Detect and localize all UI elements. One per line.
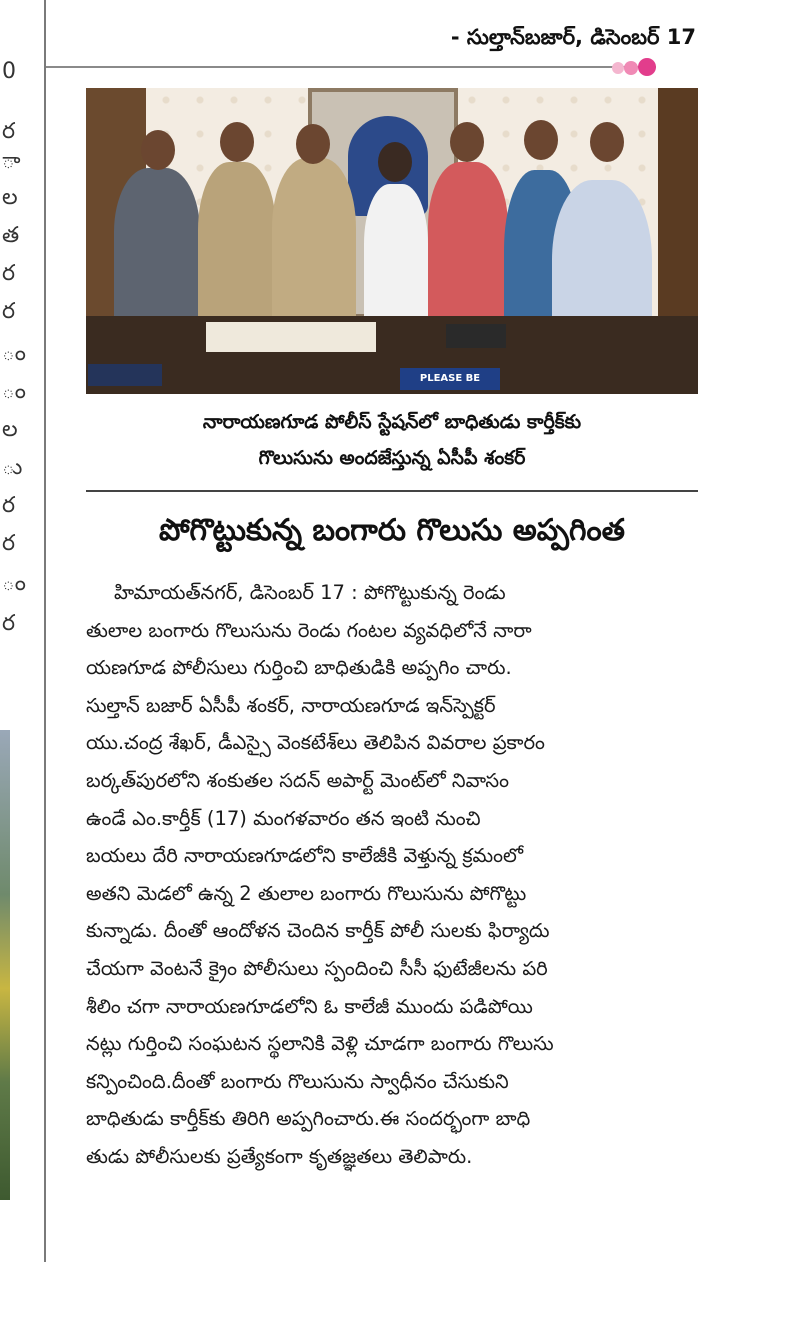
adjacent-glyph: ర	[2, 493, 16, 518]
column-divider	[44, 0, 46, 1262]
previous-article-dateline: - సుల్తాన్‌బజార్, డిసెంబర్ 17	[450, 25, 696, 49]
body-line: శీలిం చగా నారాయణగూడలోని ఓ కాలేజీ ముందు పడిపోయి	[86, 994, 533, 1018]
adjacent-glyph: ం	[2, 379, 26, 404]
adjacent-glyph: ర	[2, 299, 16, 324]
body-line: సుల్తాన్ బజార్ ఏసీపీ శంకర్, నారాయణగూడ ఇన్‌స్పెక్టర్	[86, 693, 496, 717]
office-desk	[86, 316, 698, 394]
adjacent-glyph: ా	[2, 149, 21, 174]
adjacent-glyph: ర	[2, 119, 16, 144]
caption-line: గొలుసును అందజేస్తున్న ఏసీపీ శంకర్	[258, 447, 526, 469]
adjacent-glyph: ర	[2, 531, 16, 556]
adjacent-glyph: 0	[2, 59, 16, 84]
adjacent-glyph: ల	[2, 185, 18, 210]
news-photo	[86, 88, 698, 406]
body-line: యణగూడ పోలీసులు గుర్తించి బాధితుడికి అప్పగిం చారు.	[86, 656, 512, 680]
body-line: కున్నాడు. దీంతో ఆందోళన చెందిన కార్తీక్ పోలీ సులకు ఫిర్యాదు	[86, 919, 550, 943]
adjacent-glyph: ం	[2, 571, 26, 596]
section-divider	[46, 66, 656, 68]
body-line: తుడు పోలీసులకు ప్రత్యేకంగా కృతజ్ఞతలు తెలిపారు.	[86, 1144, 473, 1168]
adjacent-glyph: ు	[2, 455, 23, 480]
article-headline: పోగొట్టుకున్న బంగారు గొలుసు అప్పగింత	[158, 513, 626, 548]
body-line: బర్కత్‌పురలోని శంకుతల సదన్ అపార్ట్ మెంట్‌లో నివాసం	[86, 768, 509, 792]
previous-article-fragment	[110, 0, 690, 14]
adjacent-glyph: ర	[2, 261, 16, 286]
headline-divider	[86, 490, 698, 492]
adjacent-glyph: ర	[2, 611, 16, 636]
body-line: యు.చంద్ర శేఖర్, డీఎస్సై వెంకటేశ్‌లు తెలిపిన వివరాల ప్రకారం	[86, 731, 545, 755]
adjacent-column-fragment	[0, 0, 46, 1260]
desk-nameplate	[88, 364, 162, 386]
adjacent-glyph: ం	[2, 341, 26, 366]
body-line: ఉండే ఎం.కార్తీక్ (17) మంగళవారం తన ఇంటి నుంచి	[86, 806, 481, 830]
adjacent-glyph: త	[2, 223, 20, 248]
adjacent-photo-fragment	[0, 730, 10, 1200]
divider-dots-ornament	[612, 58, 660, 76]
body-line: అతని మెడలో ఉన్న 2 తులాల బంగారు గొలుసును పోగొట్టు	[86, 881, 527, 905]
article-body	[86, 574, 698, 1176]
adjacent-glyph: ల	[2, 417, 18, 442]
photo-caption	[86, 404, 698, 476]
body-line: బాధితుడు కార్తీక్‌కు తిరిగి అప్పగించారు.ఈ సందర్భంగా బాధి	[86, 1107, 531, 1131]
please-be-seated-sign: PLEASE BE SEATED	[400, 368, 500, 390]
body-line: తులాల బంగారు గొలుసును రెండు గంటల వ్యవధిలోనే నారా	[86, 618, 532, 642]
body-line: హిమాయత్‌నగర్, డిసెంబర్ 17 : పోగొట్టుకున్న రెండు	[114, 581, 506, 604]
body-line: కన్పించింది.దీంతో బంగారు గొలుసును స్వాధీనం చేసుకుని	[86, 1069, 509, 1093]
body-line: చేయగా వెంటనే క్రైం పోలీసులు స్పందించి సీసీ ఫుటేజీలను పరి	[86, 956, 548, 980]
body-line: బయలు దేరి నారాయణగూడలోని కాలేజీకి వెళ్తున్న క్రమంలో	[86, 844, 524, 868]
body-line: నట్లు గుర్తించి సంఘటన స్థలానికి వెళ్లి చూడగా బంగారు గొలుసు	[86, 1032, 554, 1056]
caption-line: నారాయణగూడ పోలీస్ స్టేషన్‌లో బాధితుడు కార్తీక్‌కు	[202, 411, 582, 433]
